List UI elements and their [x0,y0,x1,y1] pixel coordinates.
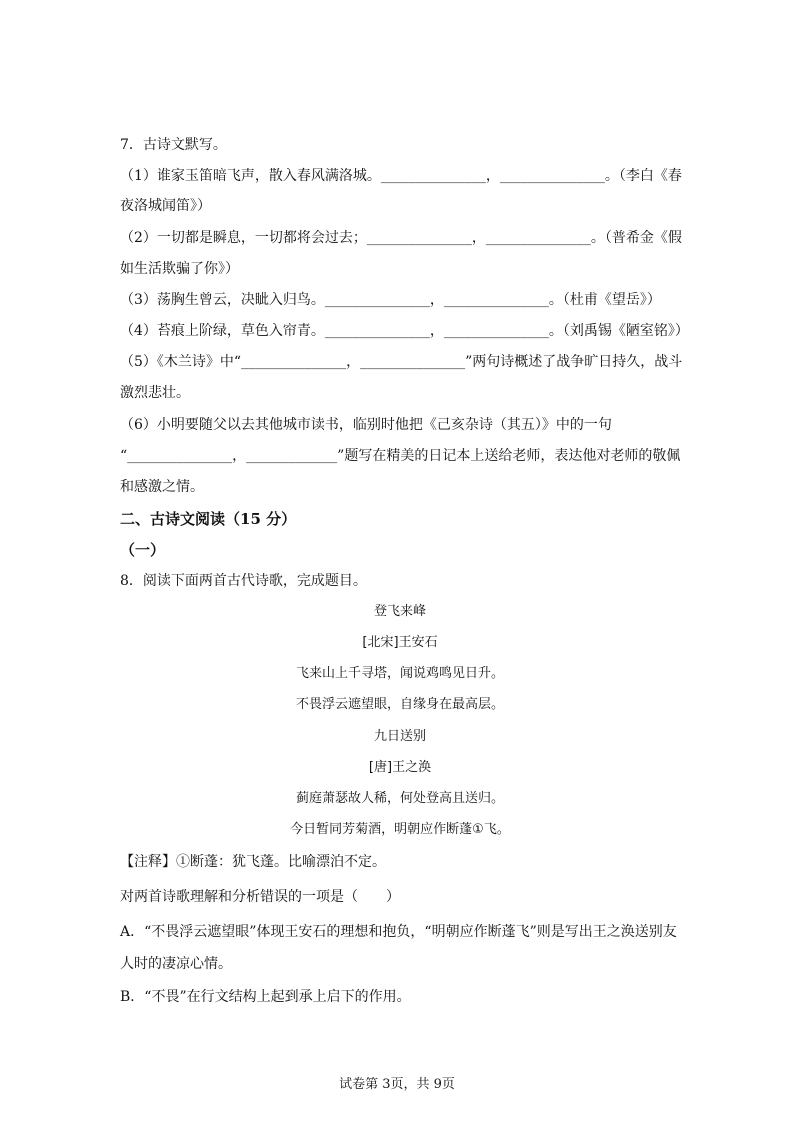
q7-item-1: （1）谁家玉笛暗飞声，散入春风满洛城。_______________，_______________。（李白《春 [120,168,682,184]
q7-item-6: （6）小明要随父以去其他城市读书，临别时他把《己亥杂诗（其五）》中的一句 [120,417,612,433]
option-a-cont: 人时的凄凉心情。 [120,956,232,972]
q7-item-1-cont: 夜洛城闻笛》） [120,198,211,214]
section-heading: 二、古诗文阅读（15 分） [120,510,297,528]
q7-item-2-cont: 如生活欺骗了你》） [120,261,239,277]
q7-item-3: （3）荡胸生曾云，决眦入归鸟。_______________，_______________。（杜甫《望岳》） [120,292,661,308]
poem2-author: [唐]王之涣 [368,760,432,775]
option-b: B．“不畏”在行文结构上起到承上启下的作用。 [120,989,411,1005]
annotation-note: 【注释】①断蓬：犹飞蓬。比喻漂泊不定。 [120,854,386,870]
option-a: A．“不畏浮云遮望眼”体现王安石的理想和抱负，“明朝应作断蓬飞”则是写出王之涣送别友 [120,924,677,940]
q7-item-4: （4）苔痕上阶绿，草色入帘青。_______________，_______________。（刘禹锡《陋室铭》） [120,323,689,339]
q8-title: 8．阅读下面两首古代诗歌，完成题目。 [120,573,367,589]
q8-question: 对两首诗歌理解和分析错误的一项是（ ） [120,889,400,905]
poem2-line-1: 蓟庭萧瑟故人稀，何处登高且送归。 [295,791,504,806]
q7-item-2: （2）一切都是瞬息，一切都将会过去；_______________，_______________。（普希金《假 [120,230,682,246]
poem2-title: 九日送别 [373,729,426,744]
q7-title: 7．古诗文默写。 [120,137,227,153]
q7-item-5-cont: 激烈悲壮。 [120,385,190,401]
poem1-line-2: 不畏浮云遮望眼，自缘身在最高层。 [295,697,504,712]
q7-item-6-cont: “_______________，_____________”题写在精美的日记本上送给老师，表达他对老师的敬佩 [120,448,681,464]
poem1-title: 登飞来峰 [373,604,426,619]
q7-item-6-end: 和感激之情。 [120,479,204,495]
section-sub-heading: （一） [120,541,166,559]
poem1-author: [北宋]王安石 [362,635,438,650]
poem2-line-2: 今日暂同芳菊酒，明朝应作断蓬①飞。 [290,822,510,837]
page-footer: 试卷第 3页，共 9页 [339,1077,455,1092]
q7-item-5: （5）《木兰诗》中“_______________，_______________”两句诗概述了战争旷日持久，战斗 [120,354,683,370]
poem1-line-1: 飞来山上千寻塔，闻说鸡鸣见日升。 [295,666,504,681]
